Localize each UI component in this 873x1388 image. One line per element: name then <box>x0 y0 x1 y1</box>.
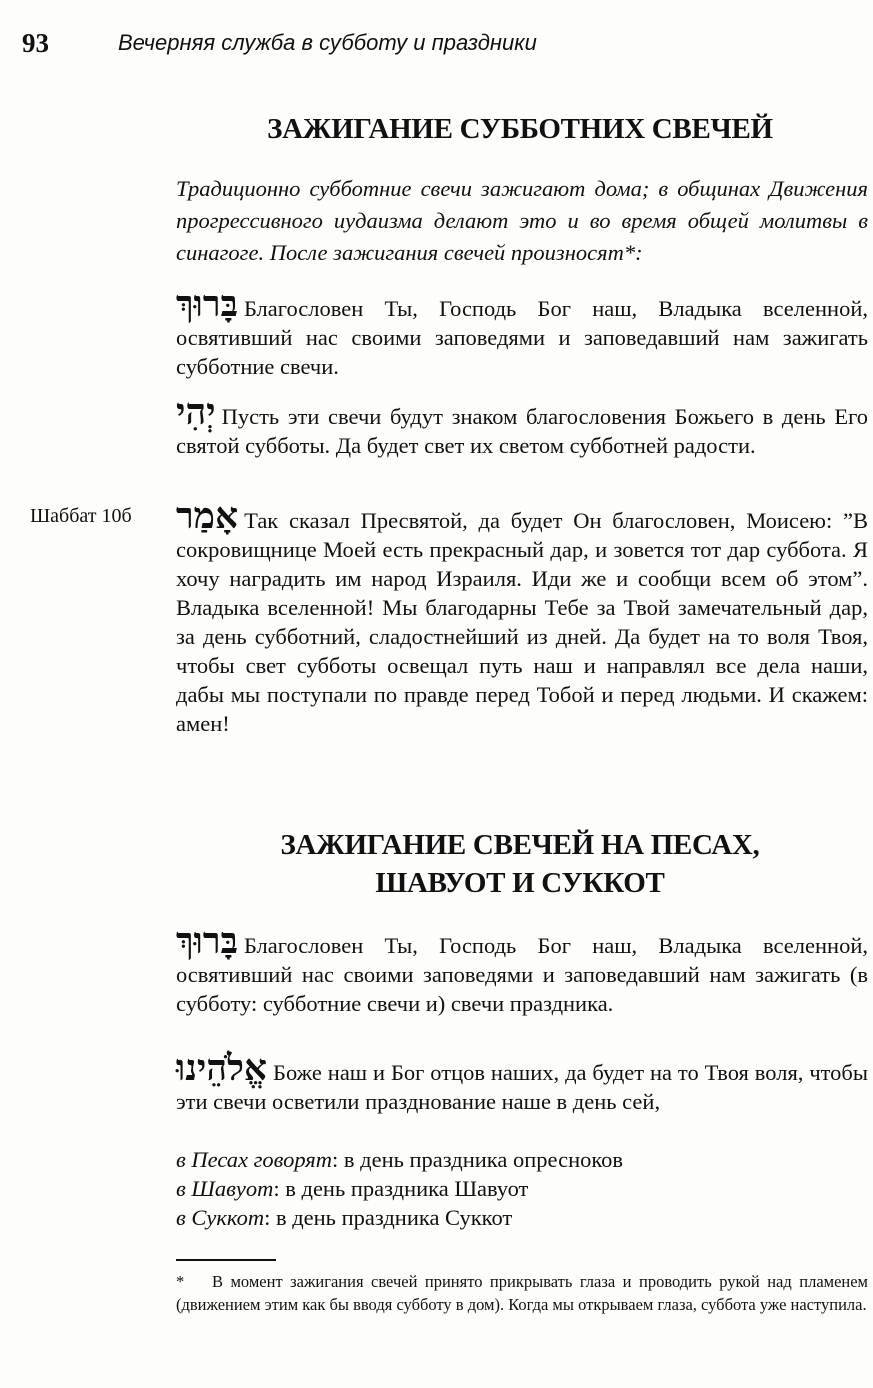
paragraph-text: Боже наш и Бог отцов наших, да будет на то Твоя воля, чтобы эти свечи осветили празднование наше в день сей, <box>176 1060 868 1114</box>
festival-prayer-paragraph <box>176 1047 868 1116</box>
section-title-shabbat-candles: ЗАЖИГАНИЕ СУББОТНИХ СВЕЧЕЙ <box>267 113 773 145</box>
prayer-paragraph <box>176 391 868 460</box>
hebrew-incipit: אָמַר <box>176 495 239 537</box>
occasion-label: в Суккот <box>176 1205 265 1230</box>
occasion-text: : в день праздника Суккот <box>264 1205 513 1230</box>
title-line-1: ЗАЖИГАНИЕ СВЕЧЕЙ НА ПЕСАХ, <box>280 829 760 861</box>
intro-paragraph: Традиционно субботние свечи зажигают дома; в общинах Движения прогрессивного иудаизма делают это и во время общей молитвы в синагоге. После зажигания свечей произносят*: <box>176 176 868 265</box>
hebrew-incipit: בָּרוּךְ <box>176 920 238 962</box>
hebrew-incipit: יְהִי <box>176 391 216 433</box>
paragraph-text: Так сказал Пресвятой, да будет Он благословен, Моисею: ”В сокровищнице Моей есть прекрасный дар, и зовется тот дар суббота. Я хочу наградить им народ Израиля. Иди же и сообщи всем об этом”. Владыка вселенной! Мы благодарны Тебе за Твой замечательный дар, за день субботний, сладостнейший из дней. Да будет на то воля Твоя, чтобы свет субботы освещал путь наш и направлял все дела наши, дабы мы поступали по правде перед Тобой и перед людьми. И скажем: амен! <box>176 508 868 736</box>
paragraph-text: Пусть эти свечи будут знаком благословения Божьего в день Его святой субботы. Да будет свет их светом субботней радости. <box>176 404 868 458</box>
occasion-line <box>176 1203 868 1232</box>
margin-reference: Шаббат 10б <box>30 505 132 527</box>
paragraph-text: Благословен Ты, Господь Бог наш, Владыка вселенной, освятивший нас своими заповедями и заповедавший нам зажигать субботние свечи. <box>176 296 868 379</box>
hebrew-incipit: אֱלֹהֵינוּ <box>176 1047 268 1089</box>
midrash-paragraph <box>176 495 868 738</box>
running-title: Вечерняя служба в субботу и праздники <box>118 30 537 55</box>
footnote <box>176 1270 868 1316</box>
page-header <box>22 28 862 68</box>
page-number: 93 <box>22 28 49 58</box>
occasion-text: : в день праздника Шавуот <box>273 1176 529 1201</box>
section-title-festival-candles <box>170 826 870 902</box>
occasion-label: в Шавуот <box>176 1176 274 1201</box>
occasion-line <box>176 1174 868 1203</box>
footnote-divider <box>176 1259 276 1261</box>
paragraph-text: Благословен Ты, Господь Бог наш, Владыка вселенной, освятивший нас своими заповедями и заповедавший нам зажигать (в субботу: субботние свечи и) свечи праздника. <box>176 933 868 1016</box>
footnote-text: В момент зажигания свечей принято прикрывать глаза и проводить рукой над пламенем (движением этим как бы вводя субботу в дом). Когда мы открываем глаза, суббота уже наступила. <box>176 1272 868 1314</box>
title-line-2: ШАВУОТ И СУККОТ <box>375 867 665 899</box>
occasion-label: в Песах говорят <box>176 1147 333 1172</box>
hebrew-incipit: בָּרוּךְ <box>176 283 238 325</box>
footnote-marker: * <box>176 1272 185 1291</box>
festival-blessing-paragraph <box>176 920 868 1018</box>
occasion-text: : в день праздника опресноков <box>332 1147 624 1172</box>
blessing-paragraph <box>176 283 868 381</box>
occasion-line <box>176 1145 868 1174</box>
